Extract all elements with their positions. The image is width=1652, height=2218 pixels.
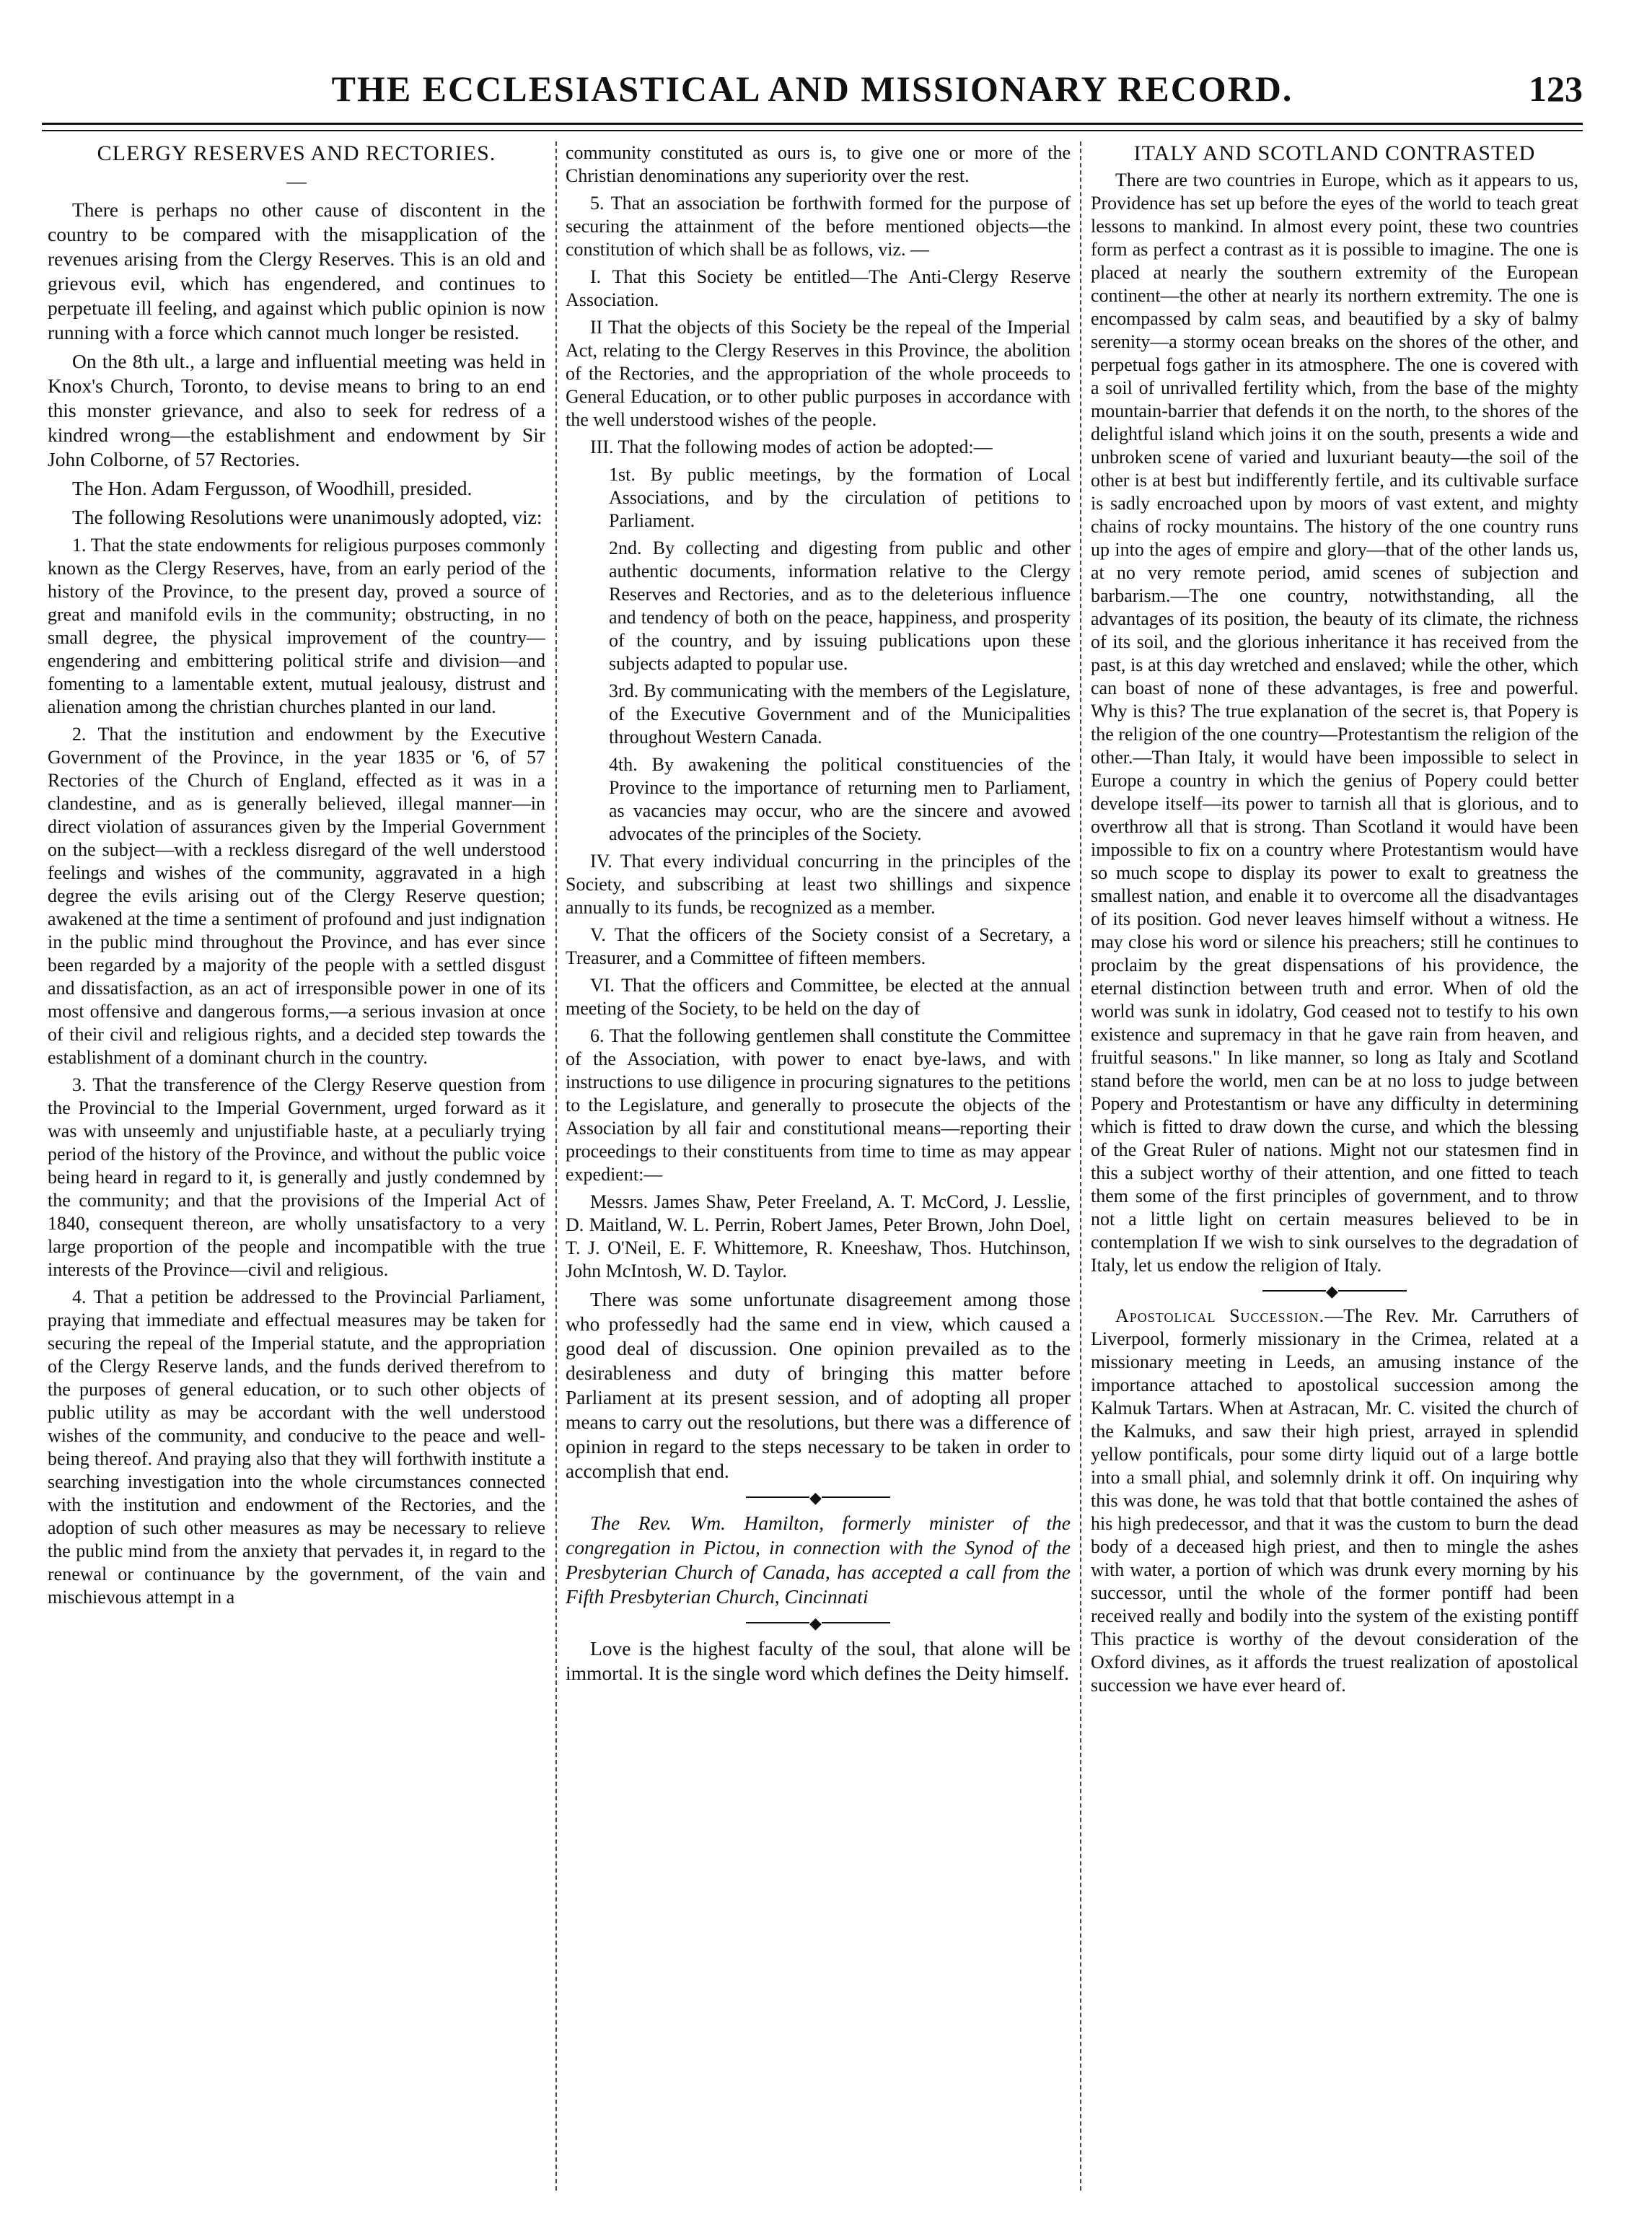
column-right: [1091, 141, 1578, 2183]
resolution: VI. That the officers and Committee, be elected at the annual meeting of the Society, to be held on the day of: [566, 975, 1071, 1019]
column-divider: [555, 141, 557, 2191]
quote-love: Love is the highest faculty of the soul, that alone will be immortal. It is the single word which defines the Deity himself.: [566, 1637, 1071, 1684]
resolution: 3. That the transference of the Clergy Reserve question from the Provincial to the Imperial Government, urged forward as it was with unseemly and unjustifiable haste, at a peculiarly trying period of the history of the Province, and without the public voice being heard in regard to it, is generally and justly condemned by the community; and that the provisions of the Imperial Act of 1840, consequent thereon, are wholly unsatisfactory to a very large proportion of the people and incompatible with the true interests of the Province—civil and religious.: [48, 1074, 545, 1280]
resolution: II That the objects of this Society be the repeal of the Imperial Act, relating to the Clergy Reserves in this Province, the abolition of the Rectories, and the appropriation of the whole proceeds to General Education, or to other public purposes in accordance with the well understood wishes of the people.: [566, 317, 1071, 430]
paragraph: There are two countries in Europe, which as it appears to us, Providence has set up before the eyes of the world to teach great lessons to mankind. In almost every point, these two countries form as perfect a contrast as it is possible to imagine. The one is placed at nearly the southern extremity of the European continent—the other at nearly its northern extremity. The one is encompassed by calm seas, and beautified by a sky of balmy serenity—a stormy ocean breaks on the shores of the other, and perpetual fogs gather in its atmosphere. The one is covered with a soil of unrivalled fertility which, from the base of the mighty mountain-barrier that defends it on the north, to the shores of the delightful island which joins it on the south, presents a wide and unbroken scene of varied and luxuriant beauty—the soil of the other is at best but indifferently fertile, and its cultivable surface is sadly encroached upon by moors of vast extent, and mighty chains of rocky mountains. The history of the one country runs up into the ages of empire and glory—that of the other lands us, at no very remote period, amid scenes of subjection and barbarism.—The one country, notwithstanding, all the advantages of its position, the beauty of its climate, the richness of its soil, and the glorious inheritance it has received from the past, is at this day wretched and enslaved; while the other, which can boast of none of these advantages, is free and powerful. Why is this? The true explanation of the secret is, that Popery is the religion of the one country—Protestantism the religion of the other.—Than Italy, it would have been impossible to select in Europe a country in which the genius of Popery could better develope itself—its power to tarnish all that is glorious, and to overthrow all that is strong. Than Scotland it would have been impossible to fix on a country where Protestantism would have so much scope to display its power to exalt to greatness the smallest nation, and enable it to overcome all the disadvantages of its position. God never leaves himself without a witness. He may close his word or silence his preachers; still he continues to proclaim by the great dispensations of his providence, the eternal distinction between truth and error. When of old the world was sunk in idolatry, God ceased not to testify to his own existence and supremacy in that he gave rain from heaven, and fruitful seasons." In like manner, so long as Italy and Scotland stand before the world, men can be at no loss to judge between Popery and Protestantism or have any difficulty in determining which is fitted to draw down the curse, and which the blessing of the Great Ruler of nations. Might not our statesmen find in this a subject worthy of their attention, and one fitted to teach them some of the first principles of government, and to throw not a little light on certain measures believed to be in contemplation If we wish to sink ourselves to the degradation of Italy, let us endow the religion of Italy.: [1091, 170, 1578, 1276]
committee-names: Messrs. James Shaw, Peter Freeland, A. T. McCord, J. Lesslie, D. Maitland, W. L. Perrin, Robert James, Peter Brown, John Doel, T. J. O'Neil, E. F. Whittemore, R. Kneeshaw, Thos. Hutchinson, John McIntosh, W. D. Taylor.: [566, 1191, 1071, 1281]
resolution: 5. That an association be forthwith formed for the purpose of securing the attainment of the before mentioned objects—the constitution of which shall be as follows, viz. —: [566, 193, 1071, 260]
paragraph: There was some unfortunate disagreement among those who professedly had the same end in view, which caused a good deal of discussion. One opinion prevailed as to the desirableness and duty of bringing this matter before Parliament at its present session, and of adopting all proper means to carry out the resolutions, but there was a difference of opinion in regard to the steps necessary to be taken in order to accomplish that end.: [566, 1288, 1071, 1482]
page-header: [42, 63, 1583, 114]
resolution: III. That the following modes of action be adopted:—: [590, 437, 993, 457]
resolution: IV. That every individual concurring in the principles of the Society, and subscribing at least two shillings and sixpence annually to its funds, be recognized as a member.: [566, 851, 1071, 918]
paragraph: The Hon. Adam Fergusson, of Woodhill, presided.: [72, 477, 473, 499]
heading-dash: —: [286, 170, 307, 192]
section-separator: [746, 1496, 890, 1498]
article-apostolical-succession: [1091, 1305, 1578, 1697]
header-rule: [42, 123, 1583, 125]
page-number: 123: [1529, 69, 1583, 109]
resolution: V. That the officers of the Society consist of a Secretary, a Treasurer, and a Committee of fifteen members.: [566, 924, 1071, 968]
article-heading: ITALY AND SCOTLAND CONTRASTED: [1133, 141, 1536, 165]
paragraph: On the 8th ult., a large and influential meeting was held in Knox's Church, Toronto, to devise means to bring to an end this monster grievance, and also to seek for redress of a kindred wrong—the establishment and endowment by Sir John Colborne, of 57 Rectories.: [48, 350, 545, 470]
article-run-in-title: Apostolical Succession.: [1115, 1305, 1325, 1326]
paragraph: There is perhaps no other cause of discontent in the country to be compared with the misapplication of the revenues arising from the Clergy Reserves. This is an old and grievous evil, which has engendered, and continues to perpetuate ill feeling, and against which public opinion is now running with a force which cannot much longer be resisted.: [48, 198, 545, 343]
notice-hamilton: The Rev. Wm. Hamilton, formerly minister of the congregation in Pictou, in connection with the Synod of the Presbyterian Church of Canada, has accepted a call from the Fifth Presbyterian Church, Cincinnati: [566, 1512, 1071, 1608]
column-left: [48, 141, 545, 2183]
resolution: I. That this Society be entitled—The Anti-Clergy Reserve Association.: [566, 266, 1071, 310]
mode-of-action: 4th. By awakening the political constituencies of the Province to the importance of returning men to Parliament, as vacancies may occur, who are the sincere and avowed advocates of the principles of the Society.: [609, 754, 1071, 844]
publication-title: THE ECCLESIASTICAL AND MISSIONARY RECORD.: [331, 69, 1293, 109]
resolution: 1. That the state endowments for religious purposes commonly known as the Clergy Reserves, have, from an early period of the history of the Province, to the present day, proved a source of great and manifold evils in the community; obstructing, in no small degree, the physical improvement of the country—engendering and embittering political strife and division—and fomenting to a lamentable extent, mutual jealousy, distrust and alienation among the christian churches planted in our land.: [48, 535, 545, 717]
column-middle: [566, 141, 1071, 2183]
mode-of-action: 1st. By public meetings, by the formation of Local Associations, and by the circulation of petitions to Parliament.: [609, 464, 1071, 531]
resolution: 6. That the following gentlemen shall constitute the Committee of the Association, with power to enact bye-laws, and with instructions to use diligence in procuring signatures to the petitions to the Legislature, and generally to prosecute the objects of the Association by all fair and constitutional means—reporting their proceedings to their constituents from time to time as may appear expedient:—: [566, 1025, 1071, 1185]
section-separator: [746, 1622, 890, 1623]
resolution: 2. That the institution and endowment by the Executive Government of the Province, in the year 1835 or '6, of 57 Rectories of the Church of England, effected as it was in a clandestine, and as is generally believed, illegal manner—in direct violation of assurances given by the Imperial Government on the subject—with a reckless disregard of the well understood feelings and wishes of the community, aggravated in a high degree the evils arising out of the Clergy Reserve question; awakened at the time a sentiment of profound and just indignation in the public mind throughout the Province, and has ever since been regarded by a majority of the people with a settled disgust and dissatisfaction, as an act of irresponsible power in one of its most offensive and dangerous forms,—a serious invasion at once of their civil and religious rights, and a decided step towards the establishment of a dominant church in the country.: [48, 724, 545, 1068]
mode-of-action: 3rd. By communicating with the members of the Legislature, of the Executive Government and of the Municipalities throughout Western Canada.: [609, 680, 1071, 748]
article-heading: CLERGY RESERVES AND RECTORIES.: [97, 141, 496, 165]
section-separator: [1262, 1290, 1407, 1292]
paragraph: The following Resolutions were unanimously adopted, viz:: [72, 506, 542, 528]
header-rule-secondary: [42, 130, 1583, 131]
resolution: 4. That a petition be addressed to the Provincial Parliament, praying that immediate and effectual measures may be taken for securing the repeal of the Imperial statute, and the appropriation of the Clergy Reserve lands, and the funds derived therefrom to the purposes of general education, or to such other objects of public utility as may be accordant with the well understood wishes of the community, and conducive to the peace and well-being thereof. And praying also that they will forthwith institute a searching investigation into the whole circumstances connected with the institution and endowment of the Rectories, and the adoption of such other measures as may be necessary to relieve the public mind from the anxiety that pervades it, in regard to the renewal or continuance by the government, of the vain and mischievous attempt in a: [48, 1286, 545, 1608]
article-body: —The Rev. Mr. Carruthers of Liverpool, formerly missionary in the Crimea, related at a missionary meeting in Leeds, an amusing instance of the importance attached to apostolical succession among the Kalmuk Tartars. When at Astracan, Mr. C. visited the church of the Kalmuks, and saw their high priest, arrayed in splendid yellow pontificals, pour some dirty liquid out of a large bottle into a small phial, and solemnly drink it off. On inquiring why this was done, he was told that that bottle contained the ashes of his high predecessor, and that it was the custom to burn the dead body of a deceased high priest, and then to mingle the ashes with water, a portion of which was drunk every morning by his successor, until the whole of the former pontiff had been received really and bodily into the system of the existing pontiff This practice is worthy of the devout consideration of the Oxford divines, as it affords the truest realization of apostolical succession we have ever heard of.: [1091, 1305, 1578, 1696]
column-divider: [1080, 141, 1081, 2191]
paragraph: community constituted as ours is, to give one or more of the Christian denominations any superiority over the rest.: [566, 142, 1071, 186]
mode-of-action: 2nd. By collecting and digesting from public and other authentic documents, information relative to the Clergy Reserves and Rectories, and as to the deleterious influence and tendency of both on the peace, happiness, and prosperity of the country, and by issuing publications upon these subjects adapted to popular use.: [609, 538, 1071, 674]
